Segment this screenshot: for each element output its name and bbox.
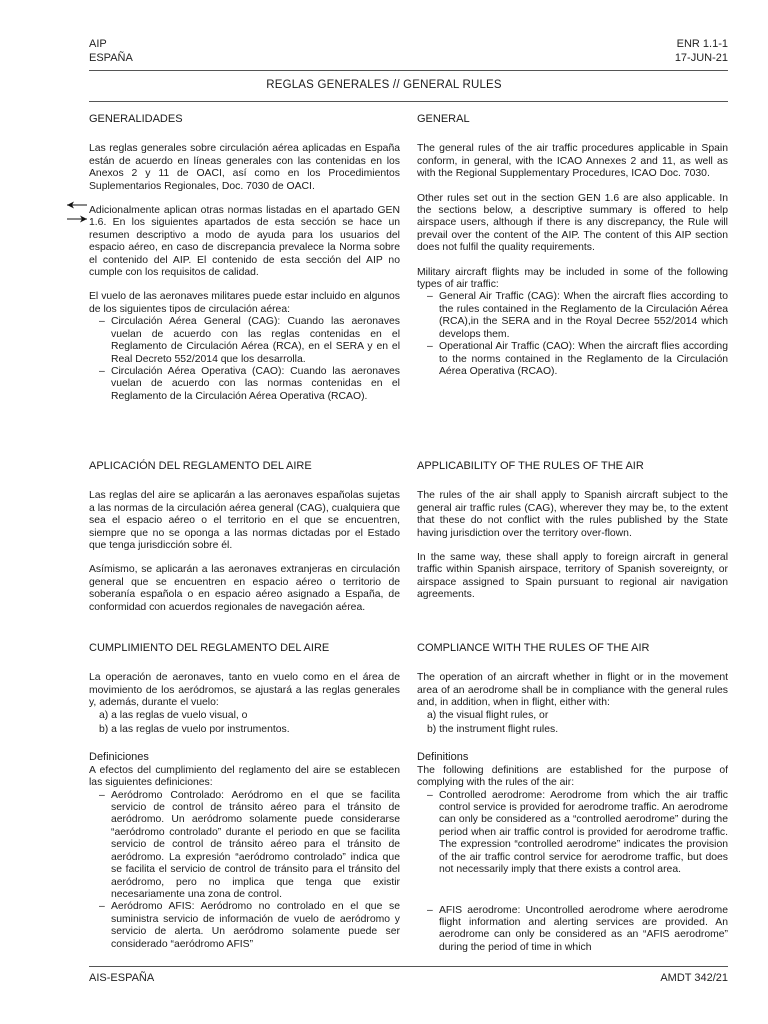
page-title: REGLAS GENERALES // GENERAL RULES xyxy=(266,79,502,91)
en-section-compliance xyxy=(417,642,728,954)
en-list-item: – General Air Traffic (CAG): When the aircraft flies according to the rules contained in the Reglamento de la Circulación Aérea (RCA),in the SERA and in the Royal Decree 552/2014 which develops them. xyxy=(427,291,728,340)
es-option-b: b) a las reglas de vuelo por instrumentos. xyxy=(99,724,290,736)
footer-amendment: AMDT 342/21 xyxy=(660,972,728,984)
en-paragraph: Military aircraft flights may be included in some of the following types of air traffic: xyxy=(417,266,728,291)
english-column xyxy=(417,113,728,954)
country-name: ESPAÑA xyxy=(89,52,133,64)
es-paragraph: La operación de aeronaves, tanto en vuelo como en el área de movimiento de los aeródromos, se ajustará a las reglas generales y, además, durante el vuelo: xyxy=(89,672,400,709)
en-option-b: b) the instrument flight rules. xyxy=(427,724,559,736)
es-definition-item: – Aeródromo AFIS: Aeródromo no controlado en el que se suministra servicio de información de vuelo de aeródromo y servicio de alerta. Un aeródromo solamente puede ser considerado “aeródromo AFIS” xyxy=(99,901,400,950)
es-paragraph: Las reglas del aire se aplicarán a las aeronaves españolas sujetas a las normas de la circulación aérea general (CAG), cualquiera que sea el espacio aéreo o el territorio en el que se encuentren, siempre que no se oponga a las normas dictadas por el Estado que tenga jurisdicción sobre él. xyxy=(89,490,400,552)
es-list-item: – Circulación Aérea General (CAG): Cuando las aeronaves vuelan de acuerdo con las reglas contenidas en el Reglamento de Circulación Aérea (RCA), en el SERA y en el Real Decreto 552/2014 que los desarrolla. xyxy=(99,316,400,365)
header-rule xyxy=(89,70,728,71)
en-option-a: a) the visual flight rules, or xyxy=(427,709,549,721)
es-paragraph: A efectos del cumplimiento del reglamento del aire se establecen las siguientes definiciones: xyxy=(89,764,400,789)
footer-rule xyxy=(89,966,728,967)
es-heading-compliance: CUMPLIMIENTO DEL REGLAMENTO DEL AIRE xyxy=(89,642,330,654)
es-heading-applicability: APLICACIÓN DEL REGLAMENTO DEL AIRE xyxy=(89,460,312,472)
es-paragraph: Adicionalmente aplican otras normas listadas en el apartado GEN 1.6. En los siguientes apartados de esta sección se hace un resumen descriptivo a modo de ayuda para los usuarios del espacio aéreo, en caso de discrepancia prevalece la Norma sobre el contenido del AIP. El contenido de esta sección del AIP no cumple con los requisitos de calidad. xyxy=(89,205,400,279)
page-header-left xyxy=(89,37,133,65)
es-definition-item: – Aeródromo Controlado: Aeródromo en el que se facilita servicio de control de tránsito aéreo para el tránsito de aeródromo. Un aeródromo solamente puede considerarse “aeródromo controlado” durante el periodo en que se facilita servicio de control de tránsito aéreo para el tránsito de aeródromo. La expresión “aeródromo controlado” indica que se facilita el servicio de control de tránsito para el tránsito del aeródromo, pero no implica que tenga que existir necesariamente una zona de control. xyxy=(99,789,400,900)
es-section-general xyxy=(89,113,400,460)
page-reference: ENR 1.1-1 xyxy=(676,38,728,50)
en-heading-compliance: COMPLIANCE WITH THE RULES OF THE AIR xyxy=(417,642,650,654)
es-definitions-heading: Definiciones xyxy=(89,751,149,764)
en-heading-general: GENERAL xyxy=(417,113,470,125)
en-list-item: – Operational Air Traffic (CAO): When the aircraft flies according to the norms contained in the Reglamento de la Circulación Aérea Operativa (RCAO). xyxy=(427,341,728,377)
en-definition-item: – Controlled aerodrome: Aerodrome from which the air traffic control service is provided for aerodrome traffic. An aerodrome can only be considered as a “controlled aerodrome” during the period when air traffic control is provided for aerodrome traffic. The expression “controlled aerodrome” indicates the provision of the air traffic control service for aerodrome traffic, but does not necessarily imply that there exists a control area. xyxy=(427,789,728,876)
footer-publisher: AIS-ESPAÑA xyxy=(89,972,155,984)
es-section-applicability xyxy=(89,460,400,642)
es-list-item: – Circulación Aérea Operativa (CAO): Cuando las aeronaves vuelan de acuerdo con las normas contenidas en el Reglamento de la Circulación Aérea Operativa (RCAO). xyxy=(99,365,400,402)
en-paragraph: The rules of the air shall apply to Spanish aircraft subject to the general air traffic rules (CAG), wherever they may be, to the extent that these do not conflict with the rules published by the State having jurisdiction over the territory over-flown. xyxy=(417,490,728,539)
page-header-right xyxy=(675,37,728,65)
en-paragraph: The general rules of the air traffic procedures applicable in Spain conform, in general, with the ICAO Annexes 2 and 11, as well as with the Regional Supplementary Procedures, ICAO Doc. 7030. xyxy=(417,143,728,180)
title-rule xyxy=(89,101,728,102)
en-definition-item: – AFIS aerodrome: Uncontrolled aerodrome where aerodrome flight information and alerting services are provided. An aerodrome can only be considered as an “AFIS aerodrome” during the period of time in which xyxy=(427,904,728,953)
en-paragraph: Other rules set out in the section GEN 1.6 are also applicable. In the sections below, a descriptive summary is offered to help airspace users, although if there is any discrepancy, the Rule will prevail over the content of the AIP. The content of this AIP section does not fulfil the quality requirements. xyxy=(417,192,728,254)
en-section-general xyxy=(417,113,728,460)
es-paragraph: Las reglas generales sobre circulación aérea aplicadas en España están de acuerdo en líneas generales con las contenidas en los Anexos 2 y 11 de OACI, así como en los Procedimientos Suplementarios Regionales, Doc. 7030 de OACI. xyxy=(89,143,400,192)
es-paragraph: Asímismo, se aplicarán a las aeronaves extranjeras en circulación general que se encuentren en espacio aéreo o territorio de soberanía española o en espacio aéreo asignado a España, de conformidad con acuerdos regionales de navegación aérea. xyxy=(89,564,400,613)
spanish-column xyxy=(89,113,400,951)
en-heading-applicability: APPLICABILITY OF THE RULES OF THE AIR xyxy=(417,460,644,472)
en-definitions-heading: Definitions xyxy=(417,751,469,764)
es-paragraph: El vuelo de las aeronaves militares puede estar incluido en algunos de los siguientes tipos de circulación aérea: xyxy=(89,291,400,315)
es-heading-general: GENERALIDADES xyxy=(89,113,183,125)
en-paragraph: In the same way, these shall apply to foreign aircraft in general traffic within Spanish airspace, territory of Spanish sovereignty, or airspace assigned to Spain pursuant to regional air navigation agreements. xyxy=(417,552,728,601)
es-option-a: a) a las reglas de vuelo visual, o xyxy=(99,709,248,721)
en-paragraph: The following definitions are established for the purpose of complying with the rules of the air: xyxy=(417,764,728,789)
es-section-compliance xyxy=(89,642,400,951)
amendment-arrows-icon xyxy=(66,199,88,225)
publication-name: AIP xyxy=(89,38,107,50)
en-section-applicability xyxy=(417,460,728,642)
effective-date: 17-JUN-21 xyxy=(674,52,728,64)
en-paragraph: The operation of an aircraft whether in flight or in the movement area of an aerodrome shall be in compliance with the general rules and, in addition, when in flight, either with: xyxy=(417,672,728,709)
